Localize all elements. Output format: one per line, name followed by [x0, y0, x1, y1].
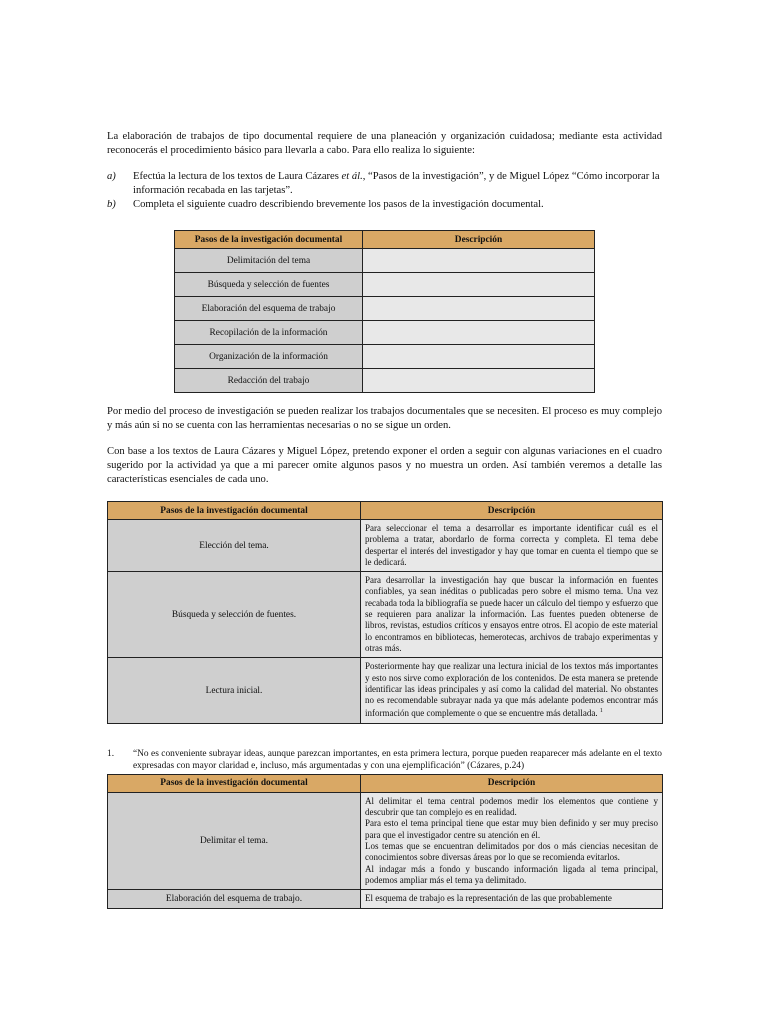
- table-header-description: Descripción: [361, 774, 663, 792]
- step-cell: Lectura inicial.: [108, 658, 361, 723]
- list-item: [107, 170, 662, 198]
- list-item-text: Completa el siguiente cuadro describiendo brevemente los pasos de la investigación documental.: [133, 199, 544, 210]
- step-cell: Elaboración del esquema de trabajo: [175, 297, 363, 321]
- table-header-row: [175, 231, 595, 249]
- table-header-steps: Pasos de la investigación documental: [175, 231, 363, 249]
- description-text: Posteriormente hay que realizar una lectura inicial de los textos más importantes y esto nos sirve como exploración de los contenidos. De esta manera se pretende identificar las ideas principales y así como la calidad del material. No obstantes no es recomendable subrayar nada ya que más adelante podemos encontrar más información que complemente o que se encuentre más detallada.: [365, 661, 658, 719]
- step-cell: Recopilación de la información: [175, 321, 363, 345]
- intro-paragraph: La elaboración de trabajos de tipo documental requiere de una planeación y organización cuidadosa; mediante esta actividad reconocerás el procedimiento básico para llevarla a cabo. Para ello realiza lo siguiente:: [107, 131, 662, 156]
- description-cell: [361, 890, 663, 909]
- step-cell: Elección del tema.: [108, 520, 361, 572]
- footnote-number: 1.: [107, 748, 115, 759]
- table-row: [175, 249, 595, 273]
- table-row: [175, 345, 595, 369]
- table-header-row: [108, 502, 663, 520]
- table-row: [108, 658, 663, 723]
- description-line: Al indagar más a fondo y buscando información ligada al tema principal, podemos ampliar más el tema ya delimitado.: [365, 863, 658, 885]
- description-cell[interactable]: [363, 297, 595, 321]
- table-row: [108, 890, 663, 909]
- table-header-description: Descripción: [361, 502, 663, 520]
- list-text-after: , “Pasos de la investigación”, y de Miguel López “Cómo incorporar la información recabada en las tarjetas”.: [133, 171, 660, 196]
- table-row: [108, 520, 663, 572]
- process-paragraph: Por medio del proceso de investigación se pueden realizar los trabajos documentales que se necesiten. El proceso es muy complejo y más aún si no se cuenta con las herramientas necesarias o no se sigue un orden.: [107, 406, 662, 431]
- description-line: El esquema de trabajo es la representación de las que probablemente: [365, 893, 612, 904]
- list-item: [107, 198, 662, 212]
- description-cell[interactable]: [363, 273, 595, 297]
- table-row: [108, 792, 663, 889]
- step-cell: Delimitación del tema: [175, 249, 363, 273]
- step-cell: Elaboración del esquema de trabajo.: [108, 890, 361, 909]
- instruction-list: [107, 170, 662, 212]
- step-cell: Organización de la información: [175, 345, 363, 369]
- description-cell[interactable]: [363, 369, 595, 393]
- table-row: [175, 297, 595, 321]
- step-cell: Redacción del trabajo: [175, 369, 363, 393]
- document-page: [107, 130, 662, 909]
- table-row: [108, 572, 663, 658]
- footnote-text: “No es conveniente subrayar ideas, aunque parezcan importantes, en esta primera lectura, porque pueden reaparecer más adelante en el texto expresadas con mayor claridad e, incluso, más argumentadas y con una ejemplificación” (Cázares, p.24): [133, 748, 662, 771]
- table-header-steps: Pasos de la investigación documental: [108, 774, 361, 792]
- description-cell: Para seleccionar el tema a desarrollar es importante identificar cuál es el problema a tratar, abordarlo de forma correcta y completa. El tema debe despertar el interés del investigador y hay que tomar en cuenta el tiempo que se le dedicará.: [361, 520, 663, 572]
- list-text-italic: et ál.: [341, 171, 363, 182]
- steps-table-empty: [174, 230, 595, 393]
- table-row: [175, 273, 595, 297]
- description-line: Los temas que se encuentran delimitados por dos o más ciencias necesitan de conocimientos sobre diversas áreas por lo que se recomienda evitarlos.: [365, 840, 658, 863]
- steps-table-detailed: [107, 501, 663, 724]
- list-marker: b): [107, 199, 116, 210]
- description-cell: Para desarrollar la investigación hay que buscar la información en fuentes confiables, ya sean inéditas o publicadas pero sobre el mismo tema. Una vez recabada toda la bibliografía se puede hacer un cálculo del tiempo y esfuerzo que se requieren para analizar la información. Las fuentes pueden obtenerse de libros, revistas, estudios críticos y ensayos entre otros. El acopio de este material lo encontramos en bibliotecas, hemerotecas, archivos de trabajo experimentas y otras más.: [361, 572, 663, 658]
- description-cell[interactable]: [363, 345, 595, 369]
- footnote-reference[interactable]: 1: [599, 708, 603, 715]
- list-item-text: [133, 170, 662, 198]
- step-cell: Búsqueda y selección de fuentes.: [108, 572, 361, 658]
- footnote: [107, 748, 662, 772]
- description-cell: [361, 658, 663, 723]
- table-row: [175, 321, 595, 345]
- step-cell: Búsqueda y selección de fuentes: [175, 273, 363, 297]
- table-header-steps: Pasos de la investigación documental: [108, 502, 361, 520]
- description-line: Al delimitar el tema central podemos medir los elementos que contiene y descubrir que tan complejo es en realidad.: [365, 795, 658, 818]
- description-line: Para esto el tema principal tiene que estar muy bien definido y ser muy preciso para que el investigador centre su atención en él.: [365, 818, 658, 840]
- approach-paragraph: Con base a los textos de Laura Cázares y Miguel López, pretendo exponer el orden a seguir con algunas variaciones en el cuadro sugerido por la actividad ya que a mi parecer omite algunos pasos y no muestra un orden. Así también veremos a detalle las características esenciales de cada uno.: [107, 446, 662, 485]
- step-cell: Delimitar el tema.: [108, 792, 361, 889]
- table-header-row: [108, 774, 663, 792]
- steps-table-continued: [107, 774, 663, 909]
- description-cell[interactable]: [363, 321, 595, 345]
- description-cell: [361, 792, 663, 889]
- table-row: [175, 369, 595, 393]
- table-header-description: Descripción: [363, 231, 595, 249]
- description-cell[interactable]: [363, 249, 595, 273]
- list-text-before: Efectúa la lectura de los textos de Laura Cázares: [133, 171, 342, 182]
- list-marker: a): [107, 171, 116, 182]
